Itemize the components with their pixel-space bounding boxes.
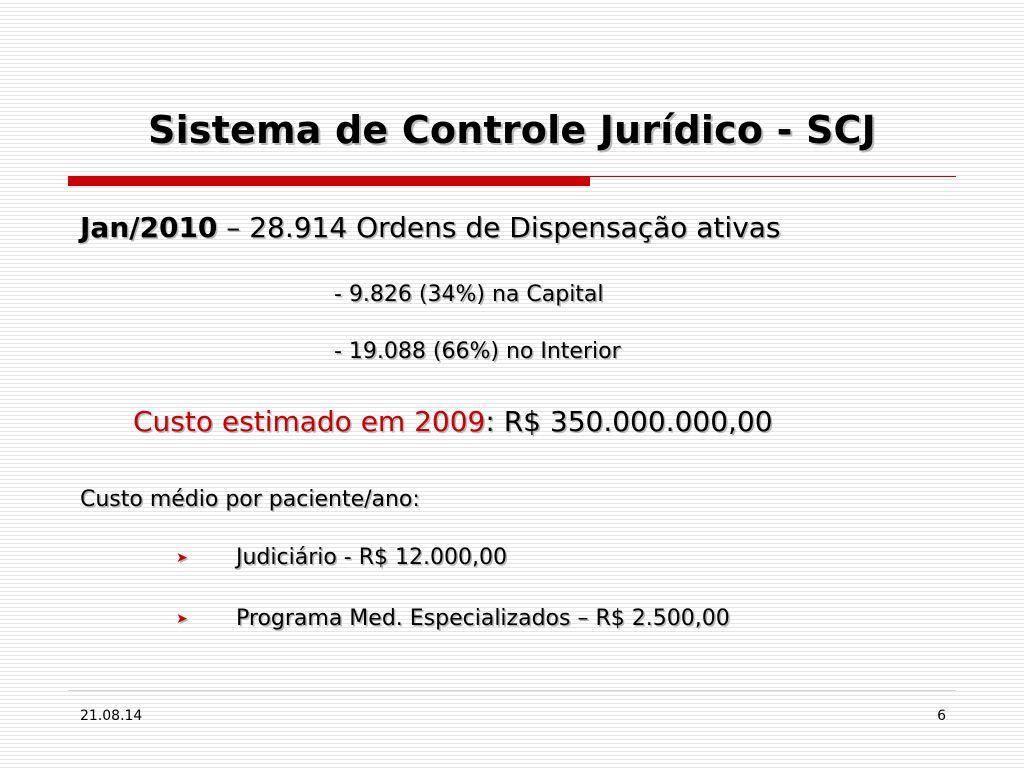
estimated-cost-line (133, 402, 773, 442)
footer-date: 21.08.14 (80, 708, 143, 724)
title-underline-thin-rule (590, 176, 956, 177)
page-number: 6 (937, 708, 946, 724)
capital-text: 9.826 (34%) na Capital (348, 282, 604, 307)
slide-title: Sistema de Controle Jurídico - SCJ (148, 108, 876, 152)
chevron-right-icon: ➤ (176, 611, 188, 627)
footer-divider (68, 690, 956, 691)
title-underline-red-bar (68, 176, 590, 186)
estimated-cost-separator: : (485, 405, 504, 438)
chevron-right-icon: ➤ (176, 550, 188, 566)
estimated-cost-label: Custo estimado em 2009 (133, 405, 486, 438)
interior-line: - 19.088 (66%) no Interior (334, 339, 621, 364)
estimated-cost-value: R$ 350.000.000,00 (503, 405, 773, 438)
bullet-text: Judiciário - R$ 12.000,00 (236, 545, 507, 570)
average-cost-heading: Custo médio por paciente/ano: (80, 487, 420, 512)
capital-line (334, 279, 604, 311)
headline-text: – 28.914 Ordens de Dispensação ativas (217, 211, 781, 244)
headline-date: Jan/2010 (80, 211, 218, 244)
bullet-text: Programa Med. Especializados – R$ 2.500,00 (236, 606, 730, 631)
headline (80, 208, 781, 248)
capital-dash: - (334, 282, 349, 307)
